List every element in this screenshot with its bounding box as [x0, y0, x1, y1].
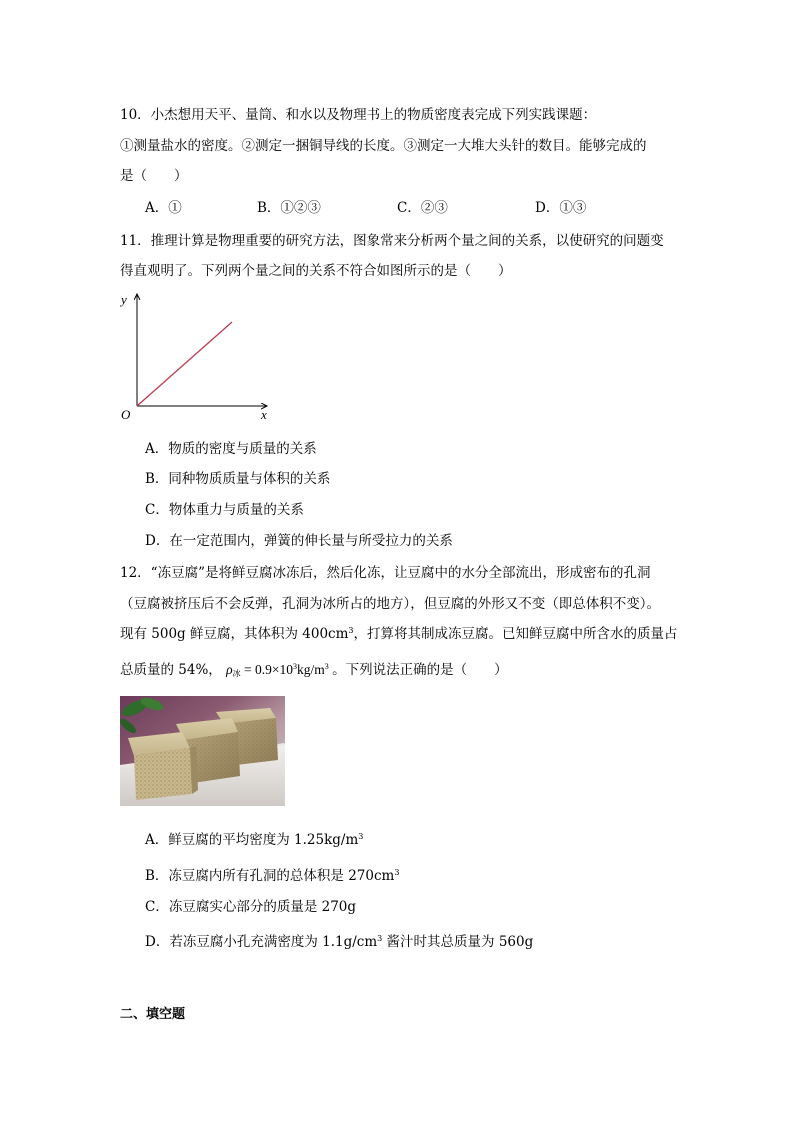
- q11-option-a[interactable]: A．物质的密度与质量的关系: [145, 441, 317, 457]
- section-heading-fill-in: 二、填空题: [120, 1007, 186, 1022]
- y-axis-label: y: [121, 292, 127, 307]
- q12-option-c[interactable]: C．冻豆腐实心部分的质量是 270g: [145, 899, 357, 915]
- x-axis-label: x: [261, 407, 267, 422]
- q10-stem-line2: ①测量盐水的密度。②测定一捆铜导线的长度。③测定一大堆大头针的数目。能够完成的: [120, 138, 647, 154]
- q11-stem-line1: 11．推理计算是物理重要的研究方法，图象常来分析两个量之间的关系，以使研究的问题变: [120, 233, 664, 249]
- q11-option-d[interactable]: D．在一定范围内，弹簧的伸长量与所受拉力的关系: [145, 533, 453, 549]
- q10-option-b[interactable]: B．①②③: [257, 200, 321, 216]
- q11-stem-line2: 得直观明了。下列两个量之间的关系不符合如图所示的是（ ）: [120, 263, 512, 279]
- q12-stem-line2: （豆腐被挤压后不会反弹，孔洞为冰所占的地方），但豆腐的外形又不变（即总体积不变）。: [120, 596, 660, 612]
- proportional-line: [137, 322, 232, 406]
- q11-option-c[interactable]: C．物体重力与质量的关系: [145, 502, 304, 518]
- q10-stem-line3: 是（ ）: [120, 168, 188, 184]
- q11-option-b[interactable]: B．同种物质质量与体积的关系: [145, 471, 331, 487]
- q12-stem-line1: 12．“冻豆腐”是将鲜豆腐冰冻后，然后化冻，让豆腐中的水分全部流出，形成密布的孔洞: [120, 565, 651, 581]
- q10-option-c[interactable]: C．②③: [397, 200, 448, 216]
- q12-option-a[interactable]: A．鲜豆腐的平均密度为 $1.25kg/m^3$: [145, 832, 364, 848]
- q12-option-d[interactable]: D．若冻豆腐小孔充满密度为 $1.1g/cm^3$ 酱汁时其总质量为 560g: [145, 934, 534, 950]
- ice-density-formula: $\rho_冰 = 0.9\times 10^3kg/m^3$: [226, 662, 329, 678]
- q10-stem-line1: 10．小杰想用天平、量筒、和水以及物理书上的物质密度表完成下列实践课题：: [120, 107, 597, 123]
- origin-label: O: [121, 407, 131, 422]
- frozen-tofu-photo: [120, 696, 285, 806]
- q10-option-a[interactable]: A．①: [145, 200, 182, 216]
- q12-stem-line3: 现有 500g 鲜豆腐，其体积为 $400cm^3$，打算将其制成冻豆腐。已知鲜豆腐中所含水的质量占: [120, 626, 678, 642]
- q11-graph: [115, 288, 285, 423]
- q12-stem-line4: 总质量的 54%， $\rho_冰 = 0.9\times 10^3kg/m^3$ 。下列说法正确的是（ ）: [120, 662, 508, 678]
- q12-option-b[interactable]: B．冻豆腐内所有孔洞的总体积是 $270cm^3$: [145, 868, 400, 884]
- q10-option-d[interactable]: D．①③: [535, 200, 587, 216]
